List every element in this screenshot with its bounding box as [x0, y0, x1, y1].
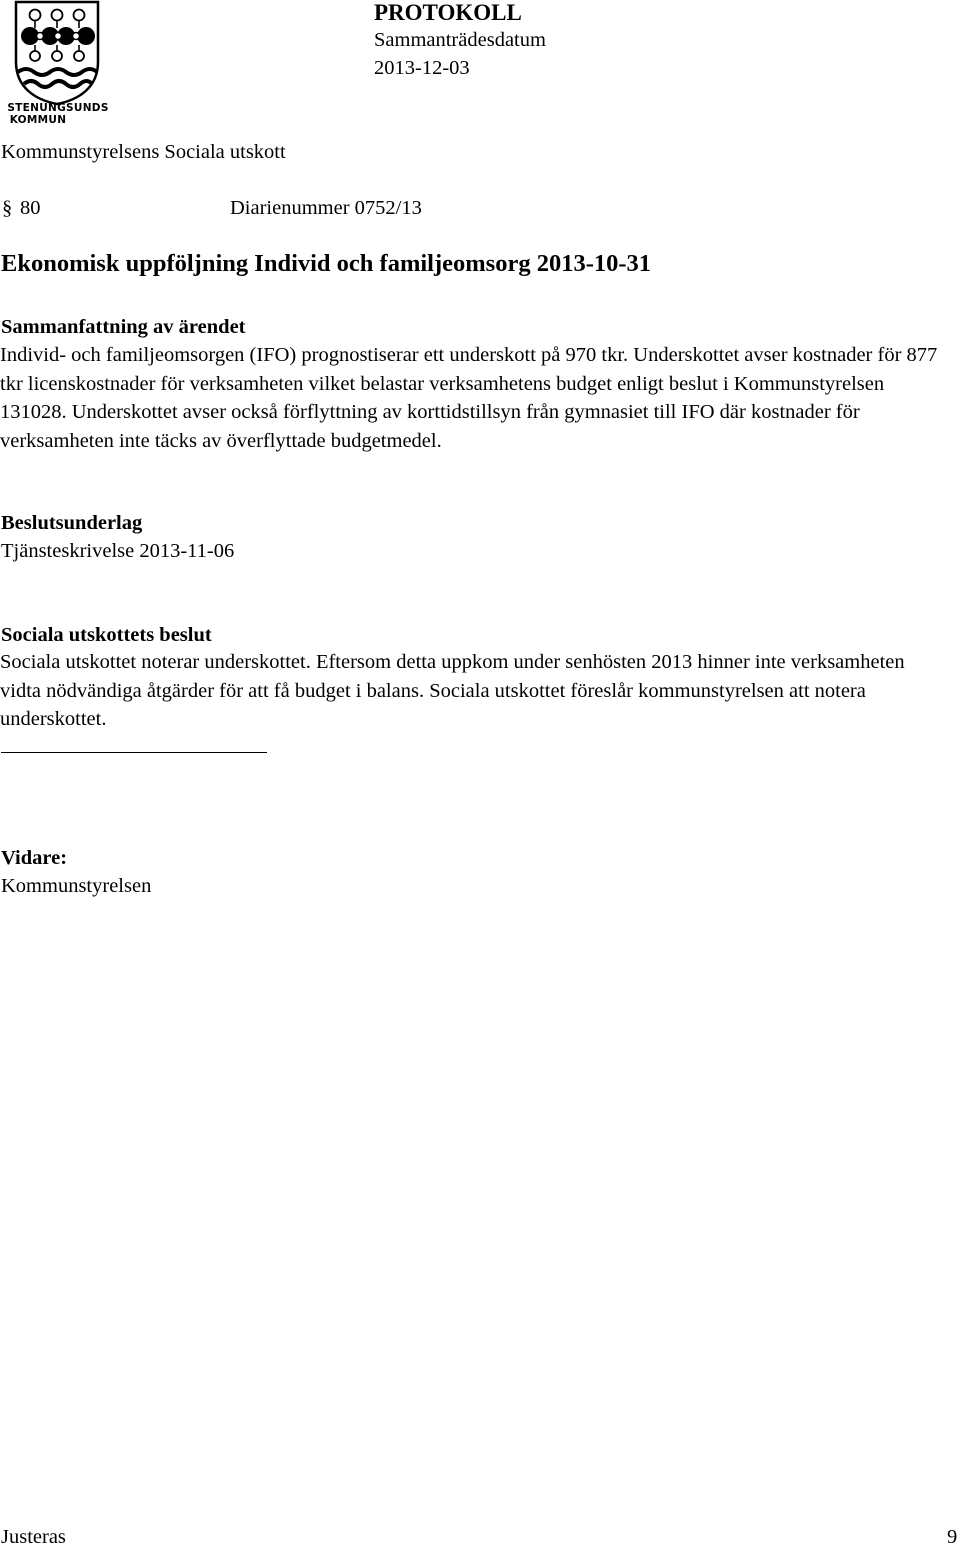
- committee-name: Kommunstyrelsens Sociala utskott: [1, 141, 286, 163]
- forward-recipient: Kommunstyrelsen: [1, 875, 152, 897]
- coat-of-arms-shield: [16, 2, 98, 104]
- diary-number: Diarienummer 0752/13: [230, 197, 422, 219]
- section-symbol: §: [2, 197, 13, 219]
- item-number: 80: [20, 197, 41, 219]
- svg-text:KOMMUN: KOMMUN: [9, 114, 67, 126]
- basis-text: Tjänsteskrivelse 2013-11-06: [1, 540, 235, 562]
- decision-text: Sociala utskottet noterar underskottet. Eftersom detta uppkom under senhösten 2013 hinner inte verksamheten vidta nödvändiga åtgärder för att få budget i balans. Sociala utskottet föreslår kommunstyrelsen att notera underskottet.: [0, 651, 905, 730]
- svg-text:STENUNGSUNDS: STENUNGSUNDS: [7, 102, 109, 114]
- separator-rule: [1, 752, 267, 753]
- municipality-logo: [0, 0, 116, 126]
- page-number: 9: [947, 1526, 958, 1548]
- basis-heading: Beslutsunderlag: [1, 512, 143, 534]
- decision-heading: Sociala utskottets beslut: [1, 624, 212, 646]
- document-type: PROTOKOLL: [374, 0, 522, 25]
- adjusted-label: Justeras: [1, 1526, 66, 1548]
- meeting-date-value: 2013-12-03: [374, 57, 470, 79]
- summary-text: Individ- och familjeomsorgen (IFO) prognostiserar ett underskott på 970 tkr. Underskottet avser kostnader för 877 tkr licenskostnader för verksamheten vilket belastar verksamhetens budget enligt beslut i Kommunstyrelsen 131028. Underskottet avser också förflyttning av korttidstillsyn från gymnasiet till IFO där kostnader för verksamheten inte täcks av överflyttade budgetmedel.: [0, 344, 938, 452]
- item-title: Ekonomisk uppföljning Individ och familjeomsorg 2013-10-31: [1, 250, 652, 277]
- summary-heading: Sammanfattning av ärendet: [1, 316, 246, 338]
- meeting-date-label: Sammanträdesdatum: [374, 29, 546, 51]
- forward-heading: Vidare:: [1, 847, 68, 869]
